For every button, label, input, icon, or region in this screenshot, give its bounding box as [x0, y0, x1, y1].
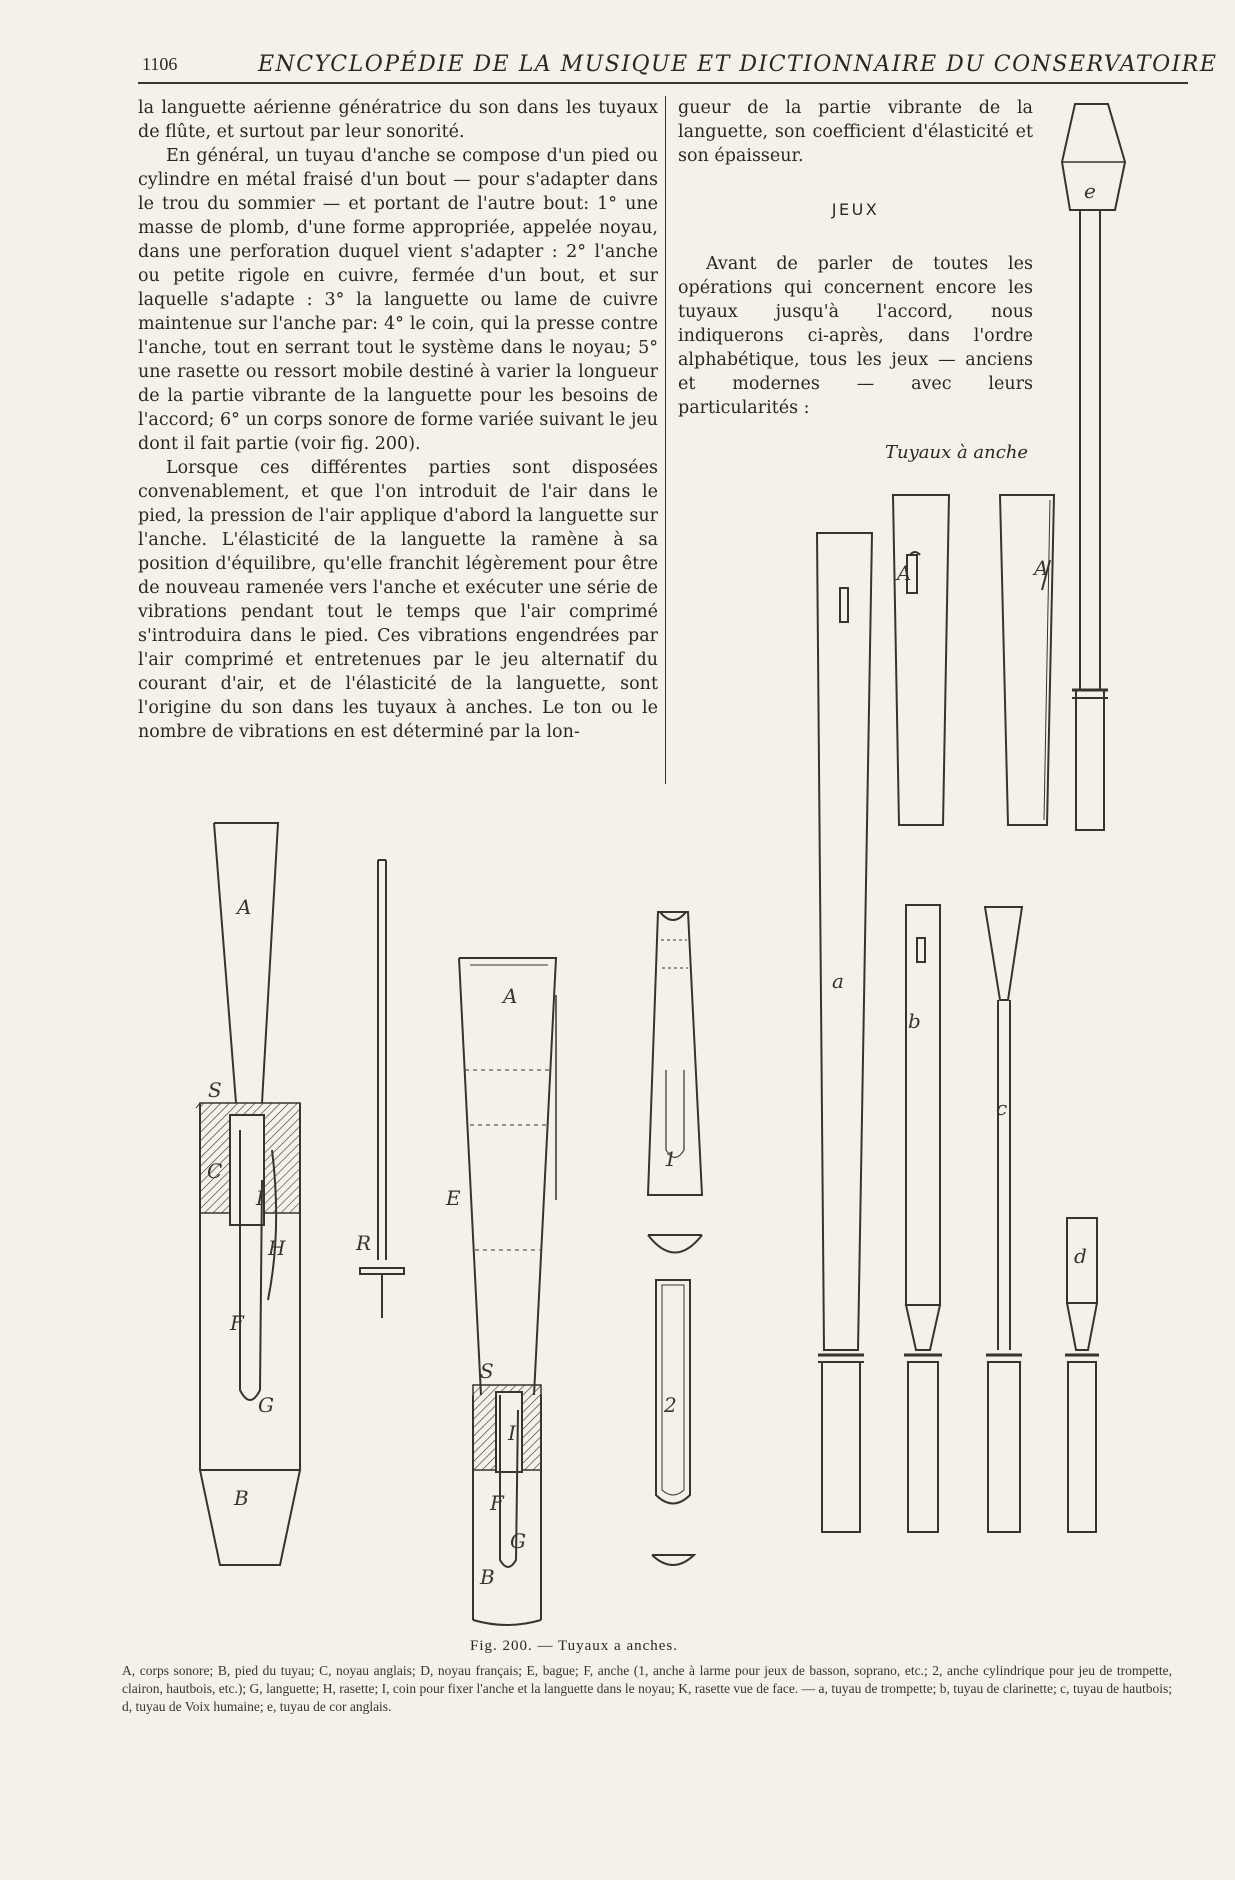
label-d: d: [1074, 1244, 1087, 1268]
reed-pipe-french-block: [459, 958, 556, 1625]
paragraph: Avant de parler de toutes les opérations qui concernent encore les tuyaux jusqu'à l'accord, nous indiquerons ci-après, dans l'ordre alphabétique, tous les jeux — anciens et modernes — avec leurs particularités :: [678, 254, 1033, 418]
pipe-e-cor-anglais: [1062, 104, 1125, 830]
label-F-left: F: [230, 1311, 244, 1335]
label-c: c: [996, 1096, 1008, 1120]
label-I-center: I: [508, 1421, 516, 1445]
label-reed-1: 1: [664, 1147, 677, 1171]
label-e: e: [1084, 179, 1096, 203]
paragraph: En général, un tuyau d'anche se compose d'un pied ou cylindre en métal fraisé d'un bout — pour s'adapter dans le trou du sommier — et portant de l'autre bout: 1° une masse de plomb, d'une forme appropriée, appelée noyau, dans une perforation duquel vient s'adapter : 2° l'anche ou petite rigole en cuivre, fermée d'un bout, et sur laquelle s'adapte : 3° la languette ou lame de cuivre maintenue sur l'anche par: 4° le coin, qui la presse contre l'anche, tout en serrant tout le système dans le noyau; 5° une rasette ou ressort mobile destiné à varier la longueur de la partie vibrante de la languette pour les besoins de l'accord; 6° un corps sonore de forme variée suivant le jeu dont il fait partie (voir fig. 200).: [138, 146, 658, 454]
label-G-left: G: [258, 1393, 274, 1417]
label-G-center: G: [510, 1529, 526, 1553]
label-B-left: B: [234, 1486, 249, 1510]
label-a: a: [832, 969, 844, 993]
page-number: 1106: [142, 54, 178, 74]
paragraph: gueur de la partie vibrante de la languette, son coefficient d'élasticité et son épaisseur.: [678, 98, 1033, 166]
label-B-center: B: [480, 1565, 495, 1589]
pipe-c-hautbois: [985, 907, 1022, 1532]
figure-title: Fig. 200. — Tuyaux a anches.: [470, 1638, 678, 1654]
section-title: JEUX: [831, 200, 880, 219]
label-E: E: [446, 1186, 461, 1210]
reed-1-anche-a-larme: [648, 912, 702, 1253]
label-A-left: A: [237, 895, 252, 919]
label-S-left: S: [208, 1078, 222, 1102]
label-C: C: [207, 1159, 223, 1183]
label-reed-2: 2: [664, 1393, 677, 1417]
resonator-section-1: [893, 495, 949, 825]
pipe-b-clarinette: [904, 905, 942, 1532]
paragraph: la languette aérienne génératrice du son dans les tuyaux de flûte, et surtout par leur sonorité.: [138, 98, 658, 142]
figure-caption: A, corps sonore; B, pied du tuyau; C, noyau anglais; D, noyau français; E, bague; F, anche (1, anche à larme pour jeux de basson, soprano, etc.; 2, anche cylindrique pour jeu de trompette, clairon, hautbois, etc.); G, languette; H, rasette; I, coin pour fixer l'anche et la languette dans le noyau; K, rasette vue de face. — a, tuyau de trompette; b, tuyau de clarinette; c, tuyau de hautbois; d, tuyau de Voix humaine; e, tuyau de cor anglais.: [122, 1663, 1172, 1714]
label-A-resonator-2: A: [1034, 556, 1049, 580]
label-H-left: H: [268, 1236, 286, 1260]
label-S-center: S: [480, 1359, 494, 1383]
running-head: ENCYCLOPÉDIE DE LA MUSIQUE ET DICTIONNAIRE DU CONSERVATOIRE: [258, 52, 1218, 77]
label-R: R: [356, 1231, 372, 1255]
label-A-center: A: [503, 984, 518, 1008]
reed-2-anche-cylindrique: [652, 1280, 694, 1565]
label-F-center: F: [490, 1491, 504, 1515]
label-I-left: I: [256, 1186, 264, 1210]
plate-label: Tuyaux à anche: [885, 442, 1029, 463]
label-b: b: [908, 1009, 921, 1033]
reed-pipe-english-block: [196, 823, 300, 1565]
paragraph: Lorsque ces différentes parties sont disposées convenablement, et que l'on introduit de l'air dans le pied, la pression de l'air applique d'abord la languette sur l'anche. L'élasticité de la languette la ramène à sa position d'équilibre, qu'elle franchit légèrement pour être de nouveau ramenée vers l'anche et exécuter une série de vibrations pendant tout le temps que l'air comprimé s'introduira dans le pied. Ces vibrations engendrées par l'air comprimé et entretenues par le jeu alternatif du courant d'air, et de l'élasticité de la languette, sont l'origine du son dans les tuyaux à anches. Le ton ou le nombre de vibrations en est déterminé par la lon-: [138, 458, 658, 742]
resonator-section-2: [1000, 495, 1054, 825]
label-A-resonator-1: A: [897, 561, 912, 585]
pipe-a-trompette: [817, 533, 872, 1532]
